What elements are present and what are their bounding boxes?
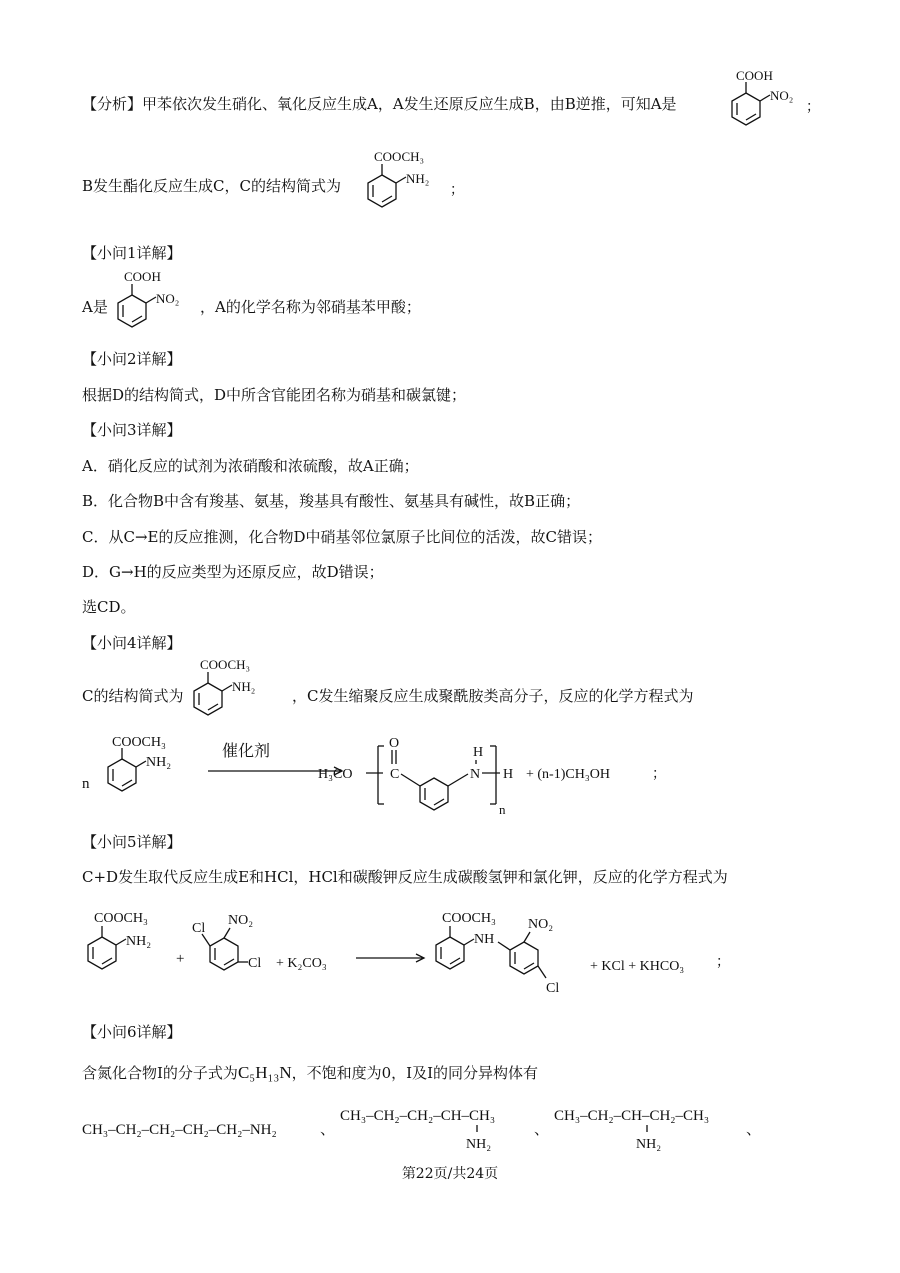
analysis-text: 【分析】甲苯依次发生硝化、氧化反应生成A，A发生还原反应生成B，由B逆推，可知A是	[82, 95, 677, 113]
svg-text:NO₂: NO₂	[156, 291, 180, 306]
q6-text: 含氮化合物I的分子式为C₅H₁₃N，不饱和度为0，I及I的同分异构体有	[82, 1063, 539, 1082]
svg-text:Cl: Cl	[546, 981, 560, 996]
svg-text:NH₂: NH₂	[146, 755, 172, 770]
svg-text:NH₂: NH₂	[232, 679, 256, 694]
svg-text:CH₃–CH₂–CH₂–CH₂–CH₂–NH₂: CH₃–CH₂–CH₂–CH₂–CH₂–NH₂	[82, 1122, 277, 1138]
q2-heading: 【小问2详解】	[82, 350, 182, 368]
svg-text:+ K₂CO₃: + K₂CO₃	[276, 956, 327, 971]
svg-text:；: ；	[450, 183, 464, 198]
structure-a-q1	[104, 268, 204, 340]
svg-text:；: ；	[716, 955, 730, 970]
svg-text:、: 、	[746, 1122, 762, 1138]
svg-text:NH: NH	[474, 932, 495, 947]
q5-text: C+D发生取代反应生成E和HCl，HCl和碳酸钾反应生成碳酸氢钾和氯化钾，反应的化学方程式为	[82, 868, 728, 886]
q3-heading: 【小问3详解】	[82, 421, 182, 439]
q4-heading: 【小问4详解】	[82, 634, 182, 652]
svg-text:H: H	[503, 767, 514, 782]
svg-text:COOCH₃: COOCH₃	[442, 911, 496, 926]
q6-heading: 【小问6详解】	[82, 1023, 182, 1041]
svg-text:+ (n-1)CH₃OH: + (n-1)CH₃OH	[526, 767, 610, 782]
q1-heading: 【小问1详解】	[82, 244, 182, 262]
q6-isomers	[82, 1096, 782, 1156]
svg-text:H: H	[473, 745, 484, 760]
svg-text:NH₂: NH₂	[466, 1137, 492, 1152]
svg-text:CH₃–CH₂–CH–CH₂–CH₃: CH₃–CH₂–CH–CH₂–CH₃	[554, 1108, 710, 1124]
svg-text:Cl: Cl	[192, 921, 206, 936]
svg-text:、: 、	[534, 1122, 550, 1138]
svg-text:COOCH₃: COOCH₃	[374, 149, 425, 164]
svg-text:COOCH₃: COOCH₃	[200, 657, 251, 672]
svg-text:NO₂: NO₂	[528, 917, 554, 932]
svg-text:NO₂: NO₂	[228, 913, 254, 928]
q1-text: ，A的化学名称为邻硝基苯甲酸；	[200, 298, 421, 316]
q3-option-a: A．硝化反应的试剂为浓硝酸和浓硫酸，故A正确；	[82, 457, 419, 475]
page-footer: 第22页/共24页	[401, 1166, 499, 1182]
svg-text:NO₂: NO₂	[770, 88, 794, 103]
q5-heading: 【小问5详解】	[82, 833, 182, 851]
svg-text:NH₂: NH₂	[636, 1137, 662, 1152]
svg-text:n: n	[82, 776, 90, 792]
svg-text:CH₃–CH₂–CH₂–CH–CH₃: CH₃–CH₂–CH₂–CH–CH₃	[340, 1108, 496, 1124]
svg-text:+ KCl + KHCO₃: + KCl + KHCO₃	[590, 959, 685, 974]
q2-text: 根据D的结构简式，D中所含官能团名称为硝基和碳氯键；	[82, 386, 467, 404]
q3-option-c: C．从C→E的反应推测，化合物D中硝基邻位氯原子比间位的活泼，故C错误；	[82, 528, 602, 546]
svg-text:NH₂: NH₂	[406, 171, 430, 186]
svg-text:COOH: COOH	[124, 269, 161, 284]
q5-equation	[80, 900, 780, 1010]
q4-text: ，C发生缩聚反应生成聚酰胺类高分子，反应的化学方程式为	[292, 687, 694, 705]
svg-text:COOCH₃: COOCH₃	[112, 735, 166, 750]
q3-answer: 选CD。	[82, 598, 136, 616]
svg-text:+: +	[176, 951, 185, 967]
svg-text:C: C	[390, 767, 400, 782]
structure-c-q4	[186, 656, 286, 728]
svg-text:H₃CO: H₃CO	[318, 767, 353, 782]
svg-text:Cl: Cl	[248, 956, 262, 971]
svg-text:催化剂: 催化剂	[222, 743, 271, 760]
structure-c-analysis	[360, 148, 470, 223]
q1-pre: A是	[82, 298, 108, 316]
q3-option-d: D．G→H的反应类型为还原反应，故D错误；	[82, 563, 384, 581]
svg-text:；: ；	[806, 100, 820, 115]
structure-a-analysis	[718, 66, 820, 141]
svg-text:O: O	[389, 736, 400, 751]
q4-equation	[80, 726, 760, 826]
analysis-line2: B发生酯化反应生成C，C的结构简式为	[82, 177, 341, 195]
svg-text:COOCH₃: COOCH₃	[94, 911, 148, 926]
svg-text:COOH: COOH	[736, 68, 773, 83]
svg-text:n: n	[499, 802, 506, 817]
svg-text:、: 、	[320, 1122, 336, 1138]
svg-text:N: N	[470, 767, 481, 782]
svg-text:NH₂: NH₂	[126, 934, 152, 949]
svg-text:；: ；	[652, 767, 666, 782]
q4-pre: C的结构简式为	[82, 687, 184, 705]
q3-option-b: B．化合物B中含有羧基、氨基，羧基具有酸性、氨基具有碱性，故B正确；	[82, 492, 581, 510]
